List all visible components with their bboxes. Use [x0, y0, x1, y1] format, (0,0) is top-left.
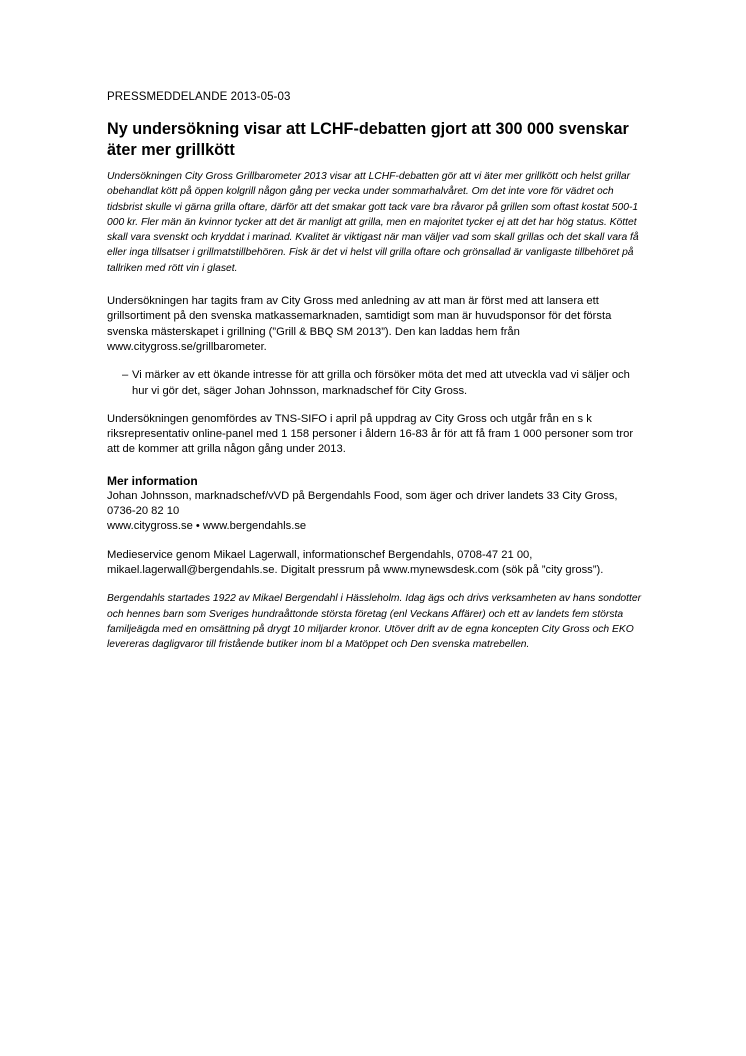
body-paragraph-1: Undersökningen har tagits fram av City Gross med anledning av att man är först med att lansera ett grillsortiment på den svenska matkassemarknaden, samtidigt som man är huvudsponsor för det första svenska mästerskapet i grillning (”Grill & BBQ SM 2013”). Den kan laddas hem från www.citygross.se/grillbarometer.	[107, 295, 612, 353]
quote-dash: –	[122, 369, 129, 382]
websites-line: www.citygross.se • www.bergendahls.se	[107, 520, 307, 533]
contact-media-service: Medieservice genom Mikael Lagerwall, informationschef Bergendahls, 0708-47 21 00, mikael.lagerwall@bergendahls.se. Digitalt pressrum på www.mynewsdesk.com (sök på ”city gross”).	[107, 548, 604, 576]
contact-johan-johnsson: Johan Johnsson, marknadschef/vVD på Bergendahls Food, som äger och driver landets 33 City Gross, 0736-20 82 10	[107, 489, 618, 518]
body-paragraph-2: Undersökningen genomfördes av TNS-SIFO i april på uppdrag av City Gross och utgår från en s k riksrepresentativ online-panel med 1 158 personer i åldern 16-83 år för att få fram 1 000 personer som tror att de kommer att grilla någon gång under 2013.	[107, 412, 634, 456]
press-release-dateline: PRESSMEDDELANDE 2013-05-03	[107, 91, 291, 103]
more-info-heading: Mer information	[107, 473, 198, 488]
about-bergendahls: Bergendahls startades 1922 av Mikael Bergendahl i Hässleholm. Idag ägs och drivs verksamheten av hans sondotter och hennes barn som Sveriges hundraåttonde största företag (enl Veckans Affärer) och ett av landets fem största familjeägda med en omsättning på drygt 10 miljarder kronor. Utöver drift av de egna koncepten City Gross och EKO levereras dagligvaror till fristående butiker inom bl a Matöppet och Den svenska matrebellen.	[107, 593, 642, 651]
quote-block	[107, 368, 647, 399]
lead-paragraph: Undersökningen City Gross Grillbarometer 2013 visar att LCHF-debatten gör att vi äter mer grillkött och helst grillar obehandlat kött på öppen kolgrill någon gång per vecka under sommarhalvåret. Om det inte vore för vädret och tidsbrist skulle vi gärna grilla oftare, därför att det smakar gott tack vare bra råvaror på grillen som oftast kostat 500-1 000 kr. Fler män än kvinnor tycker att det är manligt att grilla, men en majoritet tycker ej att det har hög status. Köttet skall vara svenskt och kryddat i marinad. Kvalitet är viktigast när man väljer vad som skall grillas och det skall vara få eller inga tillsatser i grillmatstillbehören. Fisk är det vi helst vill grilla oftare och grönsallad är vanligaste tillbehöret på tallriken med rött vin i glaset.	[107, 171, 639, 274]
press-release-content	[107, 90, 647, 652]
press-release-headline: Ny undersökning visar att LCHF-debatten gjort att 300 000 svenskar äter mer grillkött	[107, 120, 629, 159]
more-info-contact-block	[107, 489, 647, 535]
quote-text: Vi märker av ett ökande intresse för att grilla och försöker möta det med att utveckla vad vi säljer och hur vi gör det, säger Johan Johnsson, marknadschef för City Gross.	[132, 369, 630, 397]
